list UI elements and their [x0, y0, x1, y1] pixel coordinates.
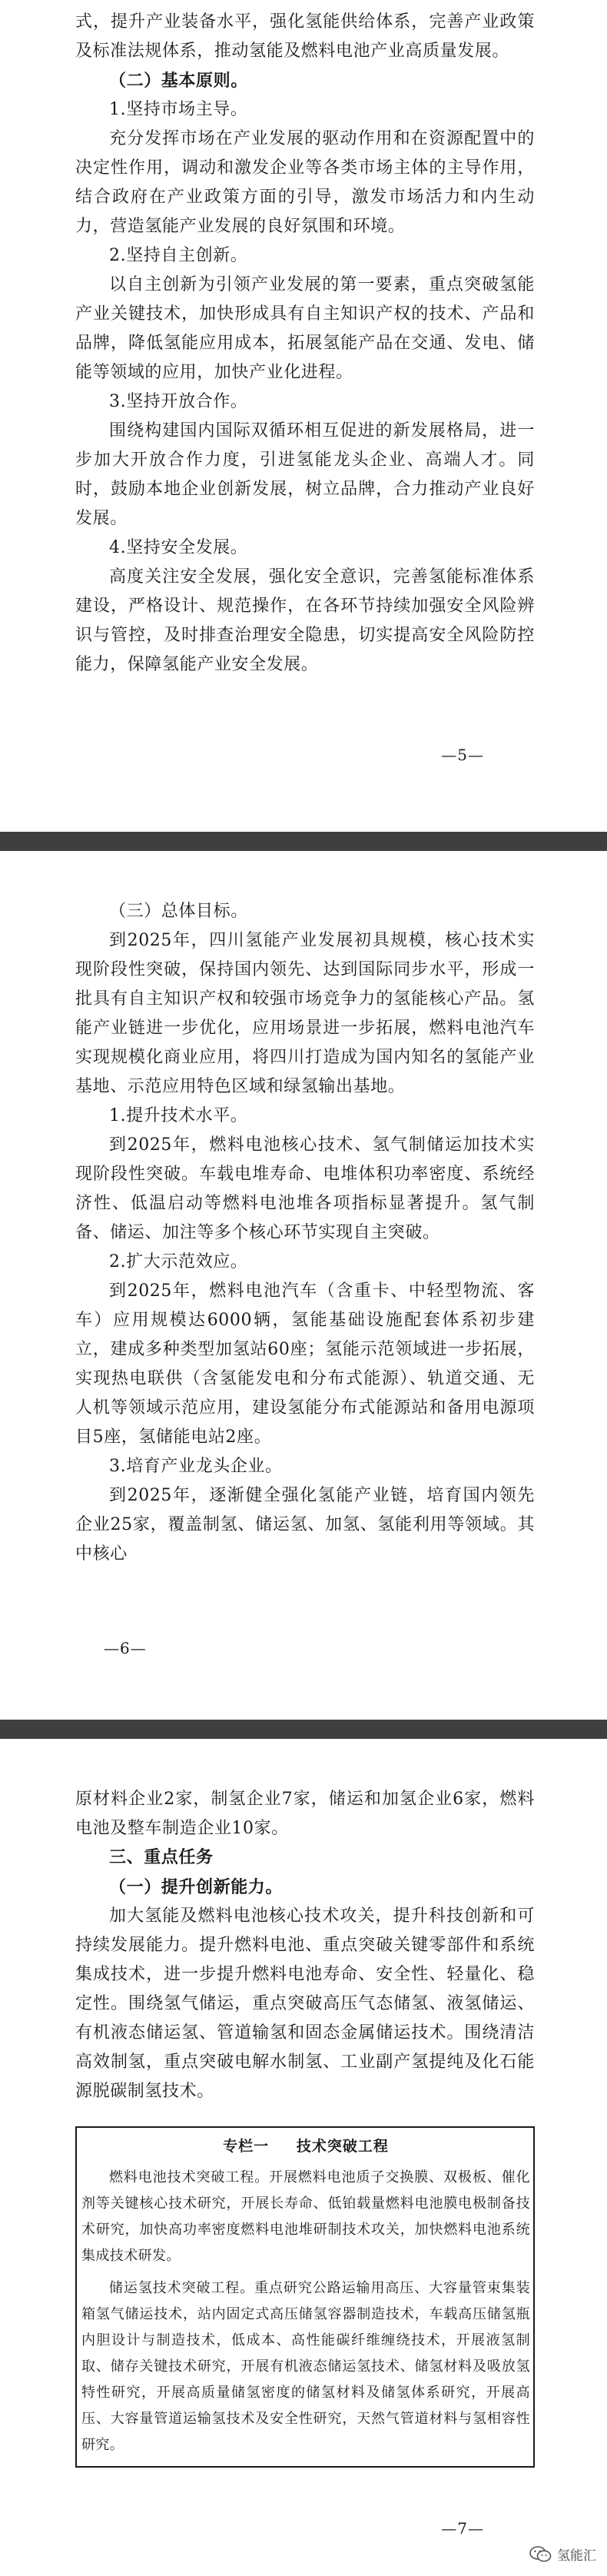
paragraph: 高度关注安全发展，强化安全意识，完善氢能标准体系建设，严格设计、规范操作，在各环节持续加强安全风险辨识与管控，及时排查治理安全隐患，切实提高安全风险防控能力，保障氢能产业安全发展。 [75, 567, 535, 674]
page-separator [0, 1720, 607, 1739]
page-5-content [75, 8, 535, 680]
column-box-label: 专栏一 [223, 2138, 270, 2155]
column-box-body [81, 2165, 530, 2458]
page-7-body [75, 1785, 535, 2106]
page-separator [0, 832, 607, 851]
paragraph: 2.坚持自主创新。 [109, 246, 248, 265]
wechat-icon [529, 2545, 552, 2564]
page-number-5: —5— [441, 746, 484, 764]
document-page-6 [0, 851, 607, 1720]
source-watermark [529, 2544, 596, 2564]
paragraph: 充分发挥市场在产业发展的驱动作用和在资源配置中的决定性作用，调动和激发企业等各类市场主体的主导作用，结合政府在产业政策方面的引导，激发市场活力和内生动力，营造氢能产业发展的良好氛围和环境。 [75, 129, 535, 236]
subsection-heading: （一）提升创新能力。 [109, 1877, 284, 1897]
paragraph: 到2025年，燃料电池核心技术、氢气制储运加技术实现阶段性突破。车载电堆寿命、电堆体积功率密度、系统经济性、低温启动等燃料电池堆各项指标显著提升。氢气制备、储运、加注等多个核心环节实现自主突破。 [75, 1135, 535, 1242]
column-box-paragraph: 储运氢技术突破工程。重点研究公路运输用高压、大容量管束集装箱氢气储运技术，站内固定式高压储氢容器制造技术，车载高压储氢瓶内胆设计与制造技术，低成本、高性能碳纤维缠绕技术，开展液氢制取、储存关键技术研究，开展有机液态储运氢技术、储氢材料及吸放氢特性研究，开展高质量储氢密度的储氢材料及储氢体系研究，开展高压、大容量管道运输氢技术及安全性研究，天然气管道材料与氢相容性研究。 [81, 2280, 530, 2453]
page-number-6: —6— [104, 1639, 147, 1657]
paragraph: 3.坚持开放合作。 [109, 392, 248, 411]
page-7-content [75, 1785, 535, 2468]
paragraph: 到2025年，逐渐健全强化氢能产业链，培育国内领先企业25家，覆盖制氢、储运氢、加氢、氢能利用等领域。其中核心 [75, 1486, 535, 1564]
subsection-heading: （二）基本原则。 [109, 71, 248, 91]
column-box-paragraph: 燃料电池技术突破工程。开展燃料电池质子交换膜、双极板、催化剂等关键核心技术研究，开展长寿命、低铂载量燃料电池膜电极制备技术研究，加快高功率密度燃料电池堆研制技术攻关，加快燃料电池系统集成技术研发。 [81, 2169, 530, 2264]
column-box-heading: 技术突破工程 [296, 2138, 389, 2155]
page-number-7: —7— [441, 2519, 484, 2538]
paragraph: 以自主创新为引领产业发展的第一要素，重点突破氢能产业关键技术，加快形成具有自主知识产权的技术、产品和品牌，降低氢能应用成本，拓展氢能产品在交通、发电、储能等领域的应用，加快产业化进程。 [75, 275, 535, 382]
paragraph: 围绕构建国内国际双循环相互促进的新发展格局，进一步加大开放合作力度，引进氢能龙头企业、高端人才。同时，鼓励本地企业创新发展，树立品牌，合力推动产业良好发展。 [75, 421, 535, 528]
paragraph: 2.扩大示范效应。 [109, 1252, 248, 1271]
paragraph: （三）总体目标。 [109, 902, 248, 921]
watermark-text: 氢能汇 [557, 2548, 596, 2564]
paragraph: 式，提升产业装备水平，强化氢能供给体系，完善产业政策及标准法规体系，推动氢能及燃料电池产业高质量发展。 [75, 12, 535, 61]
paragraph: 到2025年，燃料电池汽车（含重卡、中轻型物流、客车）应用规模达6000辆，氢能基础设施配套体系初步建立，建成多种类型加氢站60座；氢能示范领域进一步拓展，实现热电联供（含氢能发电和分布式能源）、轨道交通、无人机等领域示范应用，建设氢能分布式能源站和备用电源项目5座，氢储能电站2座。 [75, 1281, 535, 1447]
column-box-title [81, 2132, 530, 2160]
paragraph: 4.坚持安全发展。 [109, 538, 248, 557]
paragraph: 3.培育产业龙头企业。 [109, 1457, 283, 1476]
paragraph: 到2025年，四川氢能产业发展初具规模，核心技术实现阶段性突破，保持国内领先、达到国际同步水平，形成一批具有自主知识产权和较强市场竞争力的氢能核心产品。氢能产业链进一步优化，应用场景进一步拓展，燃料电池汽车实现规模化商业应用，将四川打造成为国内知名的氢能产业基地、示范应用特色区域和绿氢输出基地。 [75, 931, 535, 1096]
paragraph: 原材料企业2家，制氢企业7家，储运和加氢企业6家，燃料电池及整车制造企业10家。 [75, 1790, 535, 1838]
paragraph: 加大氢能及燃料电池核心技术攻关，提升科技创新和可持续发展能力。提升燃料电池、重点突破关键零部件和系统集成技术，进一步提升燃料电池寿命、安全性、轻量化、稳定性。围绕氢气储运，重点突破高压气态储氢、液氢储运、有机液态储运氢、管道输氢和固态金属储运技术。围绕清洁高效制氢，重点突破电解水制氢、工业副产氢提纯及化石能源脱碳制氢技术。 [75, 1906, 535, 2101]
paragraph: 1.提升技术水平。 [109, 1106, 248, 1125]
column-box-tech-breakthrough [75, 2126, 535, 2468]
document-page-5 [0, 0, 607, 832]
document-page-7 [0, 1739, 607, 2576]
paragraph: 1.坚持市场主导。 [109, 100, 248, 119]
page-6-content [75, 897, 535, 1569]
section-heading: 三、重点任务 [109, 1848, 214, 1867]
